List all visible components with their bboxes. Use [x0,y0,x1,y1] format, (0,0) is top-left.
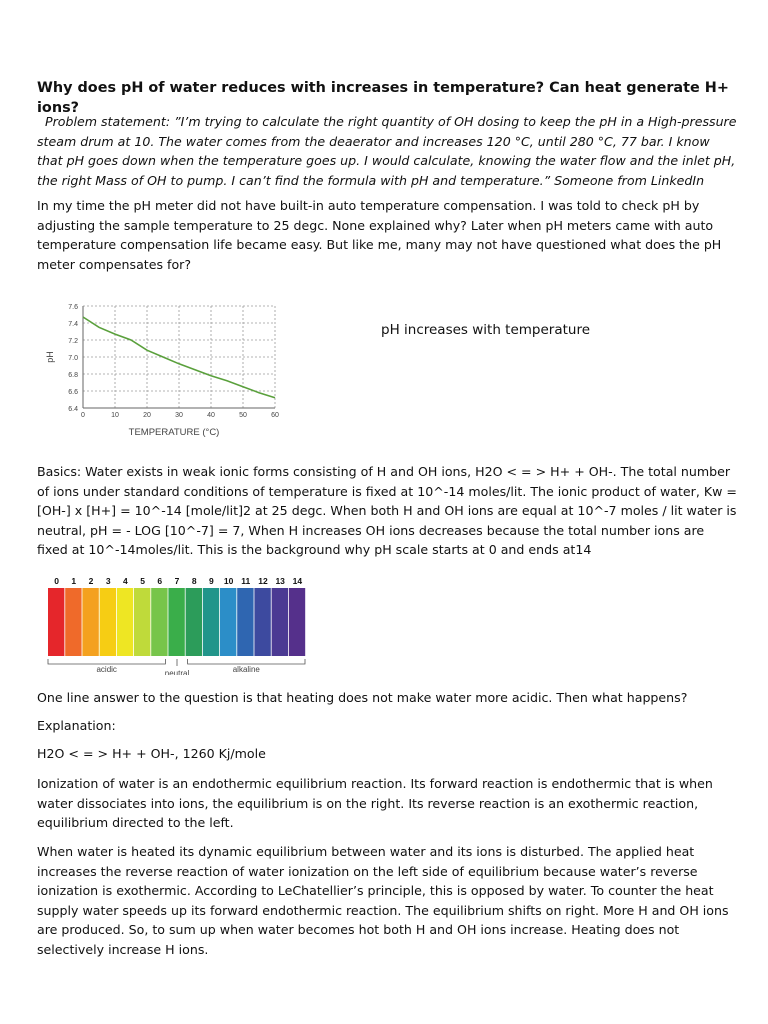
ph-color-band [186,588,202,656]
ph-color-band [272,588,288,656]
ph-temperature-chart [40,298,290,443]
y-tick-label: 7.2 [68,338,78,345]
ph-color-band [168,588,184,656]
ph-number-label: 10 [223,576,234,586]
x-tick-label: 40 [207,412,215,419]
x-axis-label: TEMPERATURE (°C) [128,427,220,438]
ph-number-label: 12 [258,576,268,586]
acidic-bracket [48,659,165,664]
ph-scale-svg [42,575,322,675]
ph-color-band [289,588,305,656]
ph-number-label: 1 [71,576,77,586]
ph-color-band [65,588,81,656]
chart-caption: pH increases with temperature [381,322,591,338]
equation-paragraph: H2O < = > H+ + OH-, 1260 Kj/mole [37,746,266,761]
x-tick-label: 50 [239,412,247,419]
ph-color-band [117,588,133,656]
alkaline-bracket [188,659,305,664]
ionization-paragraph: Ionization of water is an endothermic equilibrium reaction. Its forward reaction is endothermic that is when water dissociates into ions, the equilibrium is on the right. Its reverse reaction is an exothermic reaction, equilibrium directed to the left. [37,776,713,831]
problem-statement: Problem statement: ”I’m trying to calculate the right quantity of OH dosing to keep the pH in a High-pressure steam drum at 10. The water comes from the deaerator and increases 120 °C, until 280 °C, 77 bar. I know that pH goes down when the temperature goes up. I would calculate, knowing the water flow and the inlet pH, the right Mass of OH to pump. I can’t find the formula with pH and temperature.” Someone from LinkedIn [37,114,737,188]
x-tick-label: 0 [81,412,85,419]
x-tick-label: 10 [111,412,119,419]
x-tick-label: 20 [143,412,151,419]
ph-color-band [48,588,64,656]
ph-number-label: 11 [241,576,251,586]
ph-number-label: 6 [157,576,163,586]
y-tick-label: 7.4 [68,321,78,328]
ph-number-label: 9 [209,576,214,586]
heated-paragraph: When water is heated its dynamic equilibrium between water and its ions is disturbed. The applied heat increases the reverse reaction of water ionization on the left side of equilibrium because water’s reverse ionization is exothermic. According to LeChatellier’s principle, this is opposed by water. To counter the heat supply water speeds up its forward endothermic reaction. The equilibrium shifts on right. More H and OH ions are produced. So, to sum up when water becomes hot both H and OH ions increase. Heating does not selectively increase H ions. [37,844,729,957]
chart-svg [40,298,290,443]
ph-color-band [82,588,98,656]
ph-number-label: 0 [54,576,59,586]
ph-color-band [203,588,219,656]
ph-number-label: 14 [292,576,303,586]
ph-scale-figure [42,575,322,675]
ph-number-label: 13 [275,576,285,586]
page-title: Why does pH of water reduces with increases in temperature? Can heat generate H+ ions? [37,80,729,116]
ph-number-label: 8 [191,576,197,586]
x-tick-label: 30 [175,412,183,419]
y-tick-label: 7.6 [68,304,78,311]
ph-color-band [134,588,150,656]
ph-color-band [237,588,253,656]
ph-color-band [151,588,167,656]
alkaline-label: alkaline [232,665,260,674]
acidic-label: acidic [96,665,117,674]
ph-number-label: 7 [174,576,180,586]
ph-color-band [220,588,236,656]
basics-paragraph: Basics: Water exists in weak ionic forms consisting of H and OH ions, H2O < = > H+ + OH-. The total number of ions under standard conditions of temperature is fixed at 10^-14 moles/lit. The ionic product of water, Kw = [OH-] x [H+] = 10^-14 [mole/lit]2 at 25 degc. When both H and OH ions are equal at 10^-7 moles / lit water is neutral, pH = - LOG [10^-7] = 7, When H increases OH ions decreases because the total number ions are fixed at 10^-14moles/lit. This is the background why pH scale starts at 0 and ends at14 [37,464,737,558]
ph-number-label: 5 [140,576,145,586]
y-tick-label: 7.0 [68,355,78,362]
history-paragraph: In my time the pH meter did not have built-in auto temperature compensation. I was told to check pH by adjusting the sample temperature to 25 degc. None explained why? Later when pH meters came with auto temperature compensation life became easy. But like me, many may not have questioned what does the pH meter compensates for? [37,198,722,272]
ph-number-label: 2 [88,576,94,586]
y-tick-label: 6.4 [68,406,78,413]
y-tick-label: 6.8 [68,372,78,379]
one-line-answer-paragraph: One line answer to the question is that heating does not make water more acidic. Then what happens? [37,690,688,705]
ph-color-band [100,588,116,656]
explanation-heading: Explanation: [37,718,116,733]
ph-number-label: 3 [105,576,111,586]
ph-color-band [254,588,270,656]
neutral-label: neutral [164,669,190,675]
x-tick-label: 60 [271,412,279,419]
ph-number-label: 4 [123,576,128,586]
y-tick-label: 6.6 [68,389,78,396]
y-axis-label: pH [45,351,55,363]
